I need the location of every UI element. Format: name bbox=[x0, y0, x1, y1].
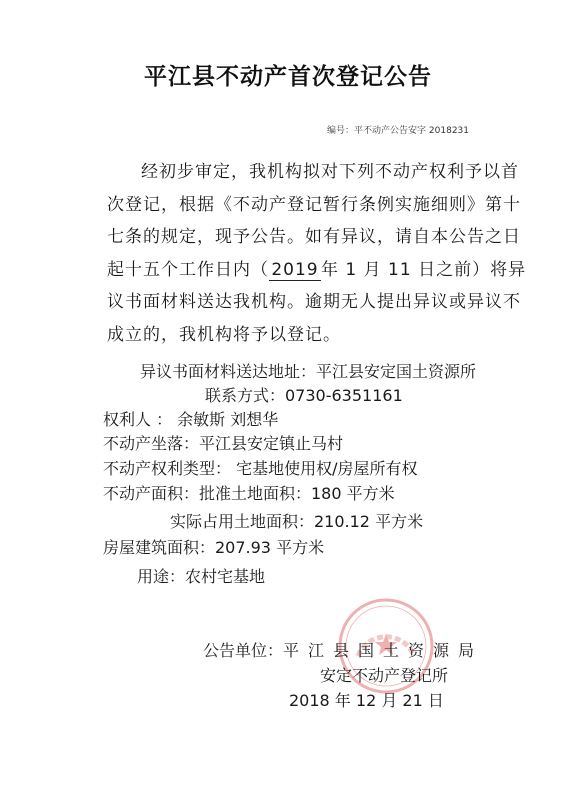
body-line: 七条的规定，现予公告。如有异议，请自本公告之日 bbox=[107, 227, 521, 247]
deadline-prefix: 起十五个工作日内（ bbox=[107, 259, 269, 280]
right-holder: 权利人 ： 余敏斯 刘想华 bbox=[103, 410, 279, 429]
right-type: 不动产权利类型： 宅基地使用权/房屋所有权 bbox=[103, 459, 418, 478]
body-line: 成立的，我机构将予以登记。 bbox=[107, 324, 341, 345]
building-area: 房屋建筑面积：207.93 平方米 bbox=[103, 538, 325, 557]
contact-phone: 联系方式：0730-6351161 bbox=[205, 386, 403, 405]
document-title: 平江县不动产首次登记公告 bbox=[144, 64, 432, 90]
body-line: 经初步审定，我机构拟对下列不动产权利予以首 bbox=[141, 162, 519, 182]
announcement-body bbox=[107, 156, 527, 351]
objection-address: 异议书面材料送达地址：平江县安定国土资源所 bbox=[140, 362, 477, 381]
land-usage: 用途：农村宅基地 bbox=[137, 567, 266, 586]
body-line: 次登记，根据《不动产登记暂行条例实施细则》第十 bbox=[107, 194, 521, 215]
announcing-unit-label: 公告单位： bbox=[203, 641, 284, 660]
announcement-date: 2018 年 12 月 21 日 bbox=[289, 691, 444, 710]
deadline-year-blank: 2019 bbox=[269, 260, 321, 281]
body-line-deadline bbox=[107, 254, 527, 287]
approved-land-area: 不动产面积：批准土地面积：180 平方米 bbox=[103, 484, 395, 503]
document-number: 编号：平不动产公告安字 2018231 bbox=[327, 126, 469, 136]
property-location: 不动产坐落：平江县安定镇止马村 bbox=[103, 434, 344, 453]
registration-office: 安定不动产登记所 bbox=[320, 666, 449, 685]
body-line: 议书面材料送达我机构。逾期无人提出异议或异议不 bbox=[107, 292, 521, 312]
deadline-suffix: 年 1 月 11 日之前）将异 bbox=[321, 259, 527, 280]
actual-land-area: 实际占用土地面积：210.12 平方米 bbox=[170, 512, 424, 531]
announcing-unit bbox=[203, 638, 483, 661]
announcing-unit-name: 平江县国土资源局 bbox=[283, 641, 484, 660]
